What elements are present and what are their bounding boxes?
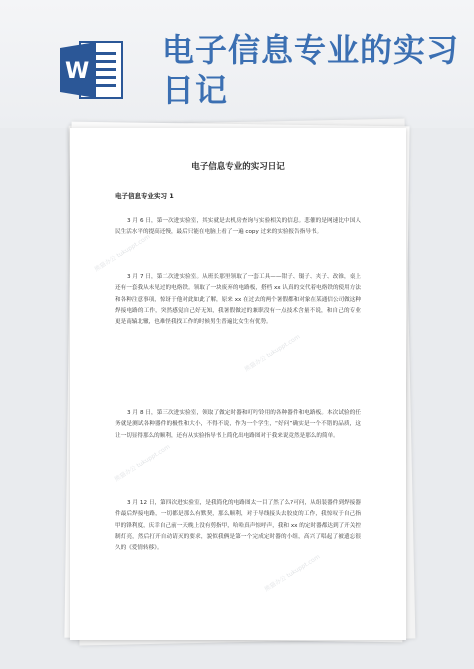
watermark: 熊猫办公 tukuppt.com (243, 333, 302, 374)
banner-title: 电子信息专业的实习日记 (162, 31, 460, 109)
paragraph-2: 3 月 7 日，第二次进实验室。从班长那里领取了一套工具——钳子、镊子、夹子、改锥，桌上还有一套我从未见过的电烙铁。领取了一块废弃的电路板，搭档 xx 认真的交代着电烙铁的使用方法和各种注意事项，惊讶于他对此如此了解，原来 xx 在过去的两个暑假都和对象在某通信公司做这种焊接电路的工作，突然感觉自己好无知，我暑假做过的兼职没有一点技术含量不说，和自己的专业更是南辕北辙，也难怪我找工作的时候男生普遍比女生有优势。 (115, 274, 361, 326)
watermark: 熊猫办公 tukuppt.com (93, 233, 152, 274)
section-subheading: 电子信息专业实习 1 (115, 192, 174, 200)
document-title: 电子信息专业的实习日记 (191, 162, 285, 172)
paragraph-3: 3 月 8 日，第三次进实验室，领取了做定时器和叮咛铃用的各种器件和电路板。本次试验的任务就是测试各种器件的极性和大小，不得不说，作为一个学生，“好问”确实是一个不错的品质，这让一切显得那么的顺利，还有从实验指导书上简化出电路图对于我来说竟然是那么的简单。 (115, 410, 361, 439)
svg-text:W: W (65, 59, 90, 84)
watermark: 熊猫办公 tukuppt.com (113, 443, 172, 484)
word-icon (60, 38, 126, 102)
document-page (70, 128, 406, 640)
paragraph-4: 3 月 12 日，第四次进实验室，是我简化的电路图太一目了然了么?可问，从组装器件到焊接器件最后焊接电路，一切都是那么有默契，那么顺利，对于导线接头去胶皮的工作，我惊叹于自己指甲的锋利度，庆幸自己前一天晚上没有剪指甲，哈哈真声惊呼声，我和 xx 的定时器都达到了开关控制灯亮，然后打开自动请灭的要求，貌似我俩是第一个完成定时器的小组，高兴了唱起了被遗忘很久的《爱情转移》。 (115, 500, 361, 552)
paragraph-1: 3 月 6 日，第一次进实验室，其实就是去机房查询与实验相关的信息。悲催的是网速比中国人民生活水平的提高还慢，最后只能在电脑上看了一遍 copy 过来的实验报告指导书。 (115, 218, 361, 236)
watermark: 熊猫办公 tukuppt.com (263, 553, 322, 594)
